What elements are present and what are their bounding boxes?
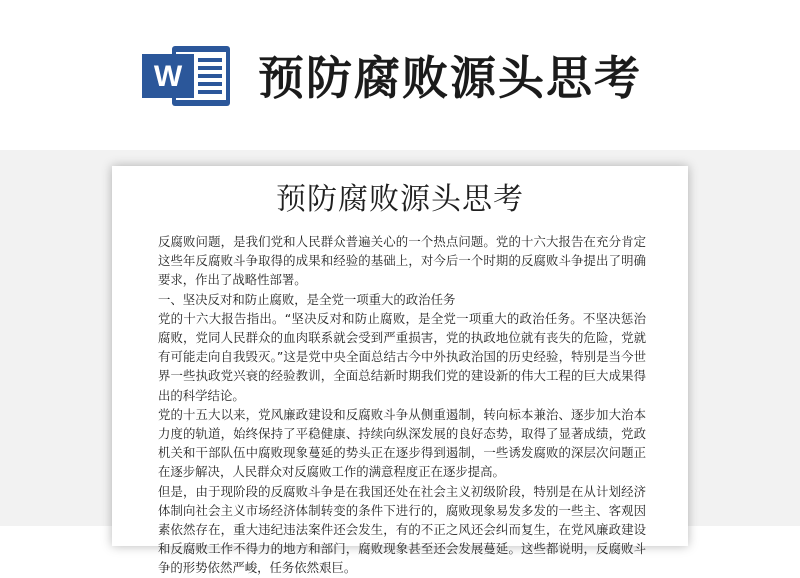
document-body: [158, 232, 646, 578]
paragraph-intro: 反腐败问题，是我们党和人民群众普遍关心的一个热点问题。党的十六大报告在充分肯定这些年反腐败斗争取得的成果和经验的基础上，对今后一个时期的反腐败斗争提出了明确要求，作出了战略性部署。: [158, 234, 646, 288]
document-title: 预防腐败源头思考: [276, 182, 524, 217]
header-banner: [0, 0, 800, 150]
section-heading-1: 一、坚决反对和防止腐败，是全党一项重大的政治任务: [158, 291, 456, 307]
word-logo-letter: W: [153, 60, 183, 93]
document-page: [112, 166, 688, 576]
paragraph-quote: 党的十六大报告指出。“坚决反对和防止腐败，是全党一项重大的政治任务。不坚决惩治腐败，党同人民群众的血肉联系就会受到严重损害，党的执政地位就有丧失的危险，党就有可能走向自我毁灭。”这是党中央全面总结古今中外执政治国的历史经验，特别是当今世界一些执政党兴衰的经验教训，全面总结新时期我们党的建设新的伟大工程的巨大成果得出的科学结论。: [158, 310, 646, 403]
paragraph-challenge: 但是，由于现阶段的反腐败斗争是在我国还处在社会主义初级阶段，特别是在从计划经济体制向社会主义市场经济体制转变的条件下进行的，腐败现象易发多发的一些主、客观因素依然存在，重大违纪违法案件还会发生，有的不正之风还会纠而复生，在党风廉政建设和反腐败工作不得力的地方和部门，腐败现象甚至还会发展蔓延。这些都说明，反腐败斗争的形势依然严峻，任务依然艰巨。: [158, 483, 646, 576]
page-title: 预防腐败源头思考: [258, 51, 642, 105]
word-document-icon: [142, 44, 234, 108]
paragraph-progress: 党的十五大以来，党风廉政建设和反腐败斗争从侧重遏制，转向标本兼治、逐步加大治本力度的轨道，始终保持了平稳健康、持续向纵深发展的良好态势，取得了显著成绩，党政机关和干部队伍中腐败现象蔓延的势头正在逐步得到遏制，一些诱发腐败的深层次问题正在逐步解决，人民群众对反腐败工作的满意程度正在逐步提高。: [158, 406, 646, 480]
